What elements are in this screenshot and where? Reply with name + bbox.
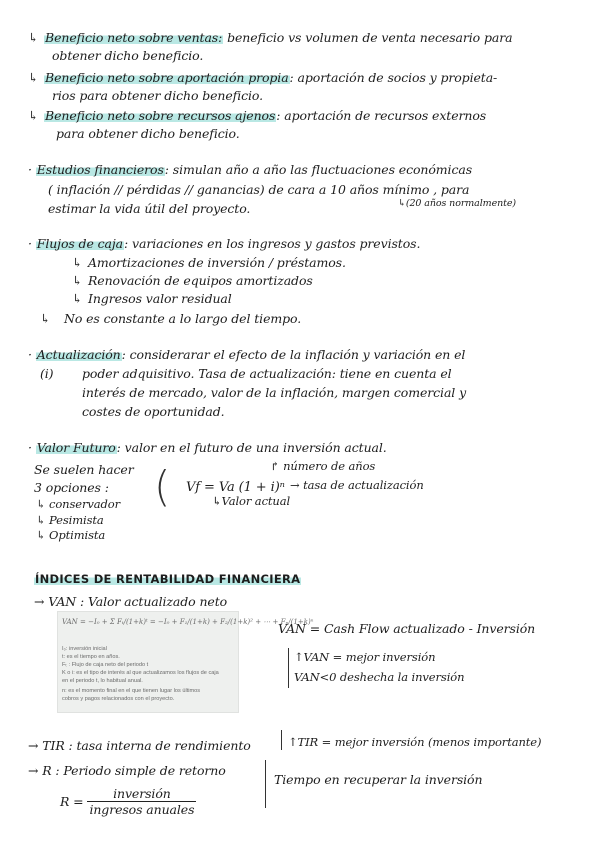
van-image-def: I₀: inversión inicial	[62, 646, 107, 652]
term-flujos: Flujos de caja	[36, 236, 124, 251]
flujos-note: ↳ No es constante a lo largo del tiempo.	[40, 311, 302, 326]
vf-label-va: ↳Valor actual	[212, 494, 291, 508]
flujos-text1: : variaciones en los ingresos y gastos previstos.	[124, 236, 421, 251]
vf-label-i: → tasa de actualización	[290, 478, 424, 492]
r-numerator: inversión	[87, 786, 196, 802]
flujos-line1: · Flujos de caja: variaciones en los ingresos y gastos previstos.	[28, 236, 421, 251]
arrow-icon: ↳	[36, 528, 46, 542]
vf-formula: Vf = Va (1 + i)ⁿ	[186, 480, 285, 495]
actualizacion-marker: (i)	[40, 366, 54, 381]
divider	[265, 760, 266, 808]
estudios-line1: · Estudios financieros: simulan año a año las fluctuaciones económicas	[28, 162, 473, 177]
divider	[281, 730, 282, 750]
open-paren-icon: (	[154, 462, 171, 511]
van-image-def: Fₜ : Flujo de caja neto del periodo t	[62, 662, 149, 668]
line-cont: obtener dicho beneficio.	[52, 48, 204, 63]
r-fraction	[87, 786, 196, 817]
line-cont: rios para obtener dicho beneficio.	[52, 88, 263, 103]
estudios-text3: estimar la vida útil del proyecto.	[48, 201, 251, 216]
vf-line1: · Valor Futuro: valor en el futuro de una inversión actual.	[28, 440, 387, 455]
van-title: → VAN : Valor actualizado neto	[34, 594, 228, 609]
vf-label-n: ↱ número de años	[270, 459, 376, 473]
flujos-item-2: ↳ Renovación de equipos amortizados	[72, 273, 313, 288]
arrow-icon: ↳	[28, 70, 39, 85]
vf-option-3: ↳ Optimista	[36, 528, 106, 542]
vf-option-1: ↳ conservador	[36, 497, 121, 511]
term-beneficio-aportacion: Beneficio neto sobre aportación propia	[45, 70, 289, 85]
desc: : aportación de recursos externos	[276, 108, 487, 123]
van-image-def: cobros y pagos relacionados con el proyecto.	[62, 696, 175, 702]
tir-title: → TIR : tasa interna de rendimiento	[28, 738, 251, 753]
van-image-def: n: es el momento final en el que tienen lugar los últimos	[62, 688, 201, 694]
vf-text1: : valor en el futuro de una inversión actual.	[116, 440, 387, 455]
estudios-text1: : simulan año a año las fluctuaciones económicas	[164, 162, 473, 177]
van-up-note: ↑VAN = mejor inversión	[294, 650, 436, 664]
estudios-text2: ( inflación // pérdidas // ganancias) de cara a 10 años mínimo , para	[48, 182, 470, 197]
tir-note: ↑TIR = mejor inversión (menos importante)	[288, 735, 542, 749]
van-lt-note: VAN<0 deshecha la inversión	[294, 670, 465, 684]
term-beneficio-ajenos: Beneficio neto sobre recursos ajenos	[45, 108, 276, 123]
term-estudios: Estudios financieros	[36, 162, 164, 177]
arrow-icon: ↳	[40, 311, 51, 326]
van-formula-text: VAN = Cash Flow actualizado - Inversión	[278, 621, 536, 636]
van-image-formula: VAN = −I₀ + Σ Fₜ/(1+k)ᵗ = −I₀ + F₁/(1+k) + F₂/(1+k)² + ⋯ + Fₙ/(1+k)ⁿ	[62, 618, 314, 626]
flujos-item-1: ↳ Amortizaciones de inversión / préstamos.	[72, 255, 346, 270]
r-denominator: ingresos anuales	[89, 802, 195, 817]
arrow-icon: ↳	[36, 497, 46, 511]
r-formula: R = $\frac{\text{inversión}}{\text{ingresos anuales}}$	[60, 786, 195, 817]
line-cont: para obtener dicho beneficio.	[56, 126, 240, 141]
van-formula-image	[57, 611, 314, 713]
term-beneficio-ventas: Beneficio neto sobre ventas:	[45, 30, 223, 45]
actualizacion-text2: poder adquisitivo. Tasa de actualización: tiene en cuenta el	[82, 366, 452, 381]
term-valor-futuro: Valor Futuro	[36, 440, 116, 455]
arrow-icon: ↳	[28, 108, 39, 123]
vf-option-2: ↳ Pesimista	[36, 513, 104, 527]
estudios-note: ↳(20 años normalmente)	[398, 198, 516, 209]
vf-left1: Se suelen hacer	[34, 462, 134, 477]
van-image-def: K o i: es el tipo de interés al que actualizamos los flujos de caja	[62, 670, 219, 676]
vf-left2: 3 opciones :	[34, 480, 109, 495]
actualizacion-text4: costes de oportunidad.	[82, 404, 225, 419]
line-beneficio-ventas	[28, 30, 512, 45]
arrow-icon: ↳	[72, 273, 83, 288]
flujos-item-3: ↳ Ingresos valor residual	[72, 291, 232, 306]
actualizacion-text1: : considerarar el efecto de la inflación y variación en el	[121, 347, 466, 362]
term-actualizacion: Actualización	[36, 347, 121, 362]
r-title: → R : Periodo simple de retorno	[28, 763, 226, 778]
r-note: Tiempo en recuperar la inversión	[274, 772, 483, 787]
line-beneficio-ajenos	[28, 108, 486, 123]
section-title-indices: ÍNDICES DE RENTABILIDAD FINANCIERA	[35, 572, 301, 586]
line-beneficio-aportacion	[28, 70, 497, 85]
van-image-def: t: es el tiempo en años.	[62, 654, 120, 660]
arrow-icon: ↳	[28, 30, 39, 45]
arrow-icon: ↳	[36, 513, 46, 527]
actualizacion-text3: interés de mercado, valor de la inflación, margen comercial y	[82, 385, 467, 400]
desc: : aportación de socios y propieta-	[289, 70, 498, 85]
actualizacion-line1: · Actualización: considerarar el efecto de la inflación y variación en el	[28, 347, 466, 362]
arrow-icon: ↳	[72, 291, 83, 306]
divider	[288, 648, 289, 688]
van-image-def: en el periodo t, lo habitual anual.	[62, 678, 143, 684]
desc: beneficio vs volumen de venta necesario para	[223, 30, 513, 45]
arrow-icon: ↳	[72, 255, 83, 270]
